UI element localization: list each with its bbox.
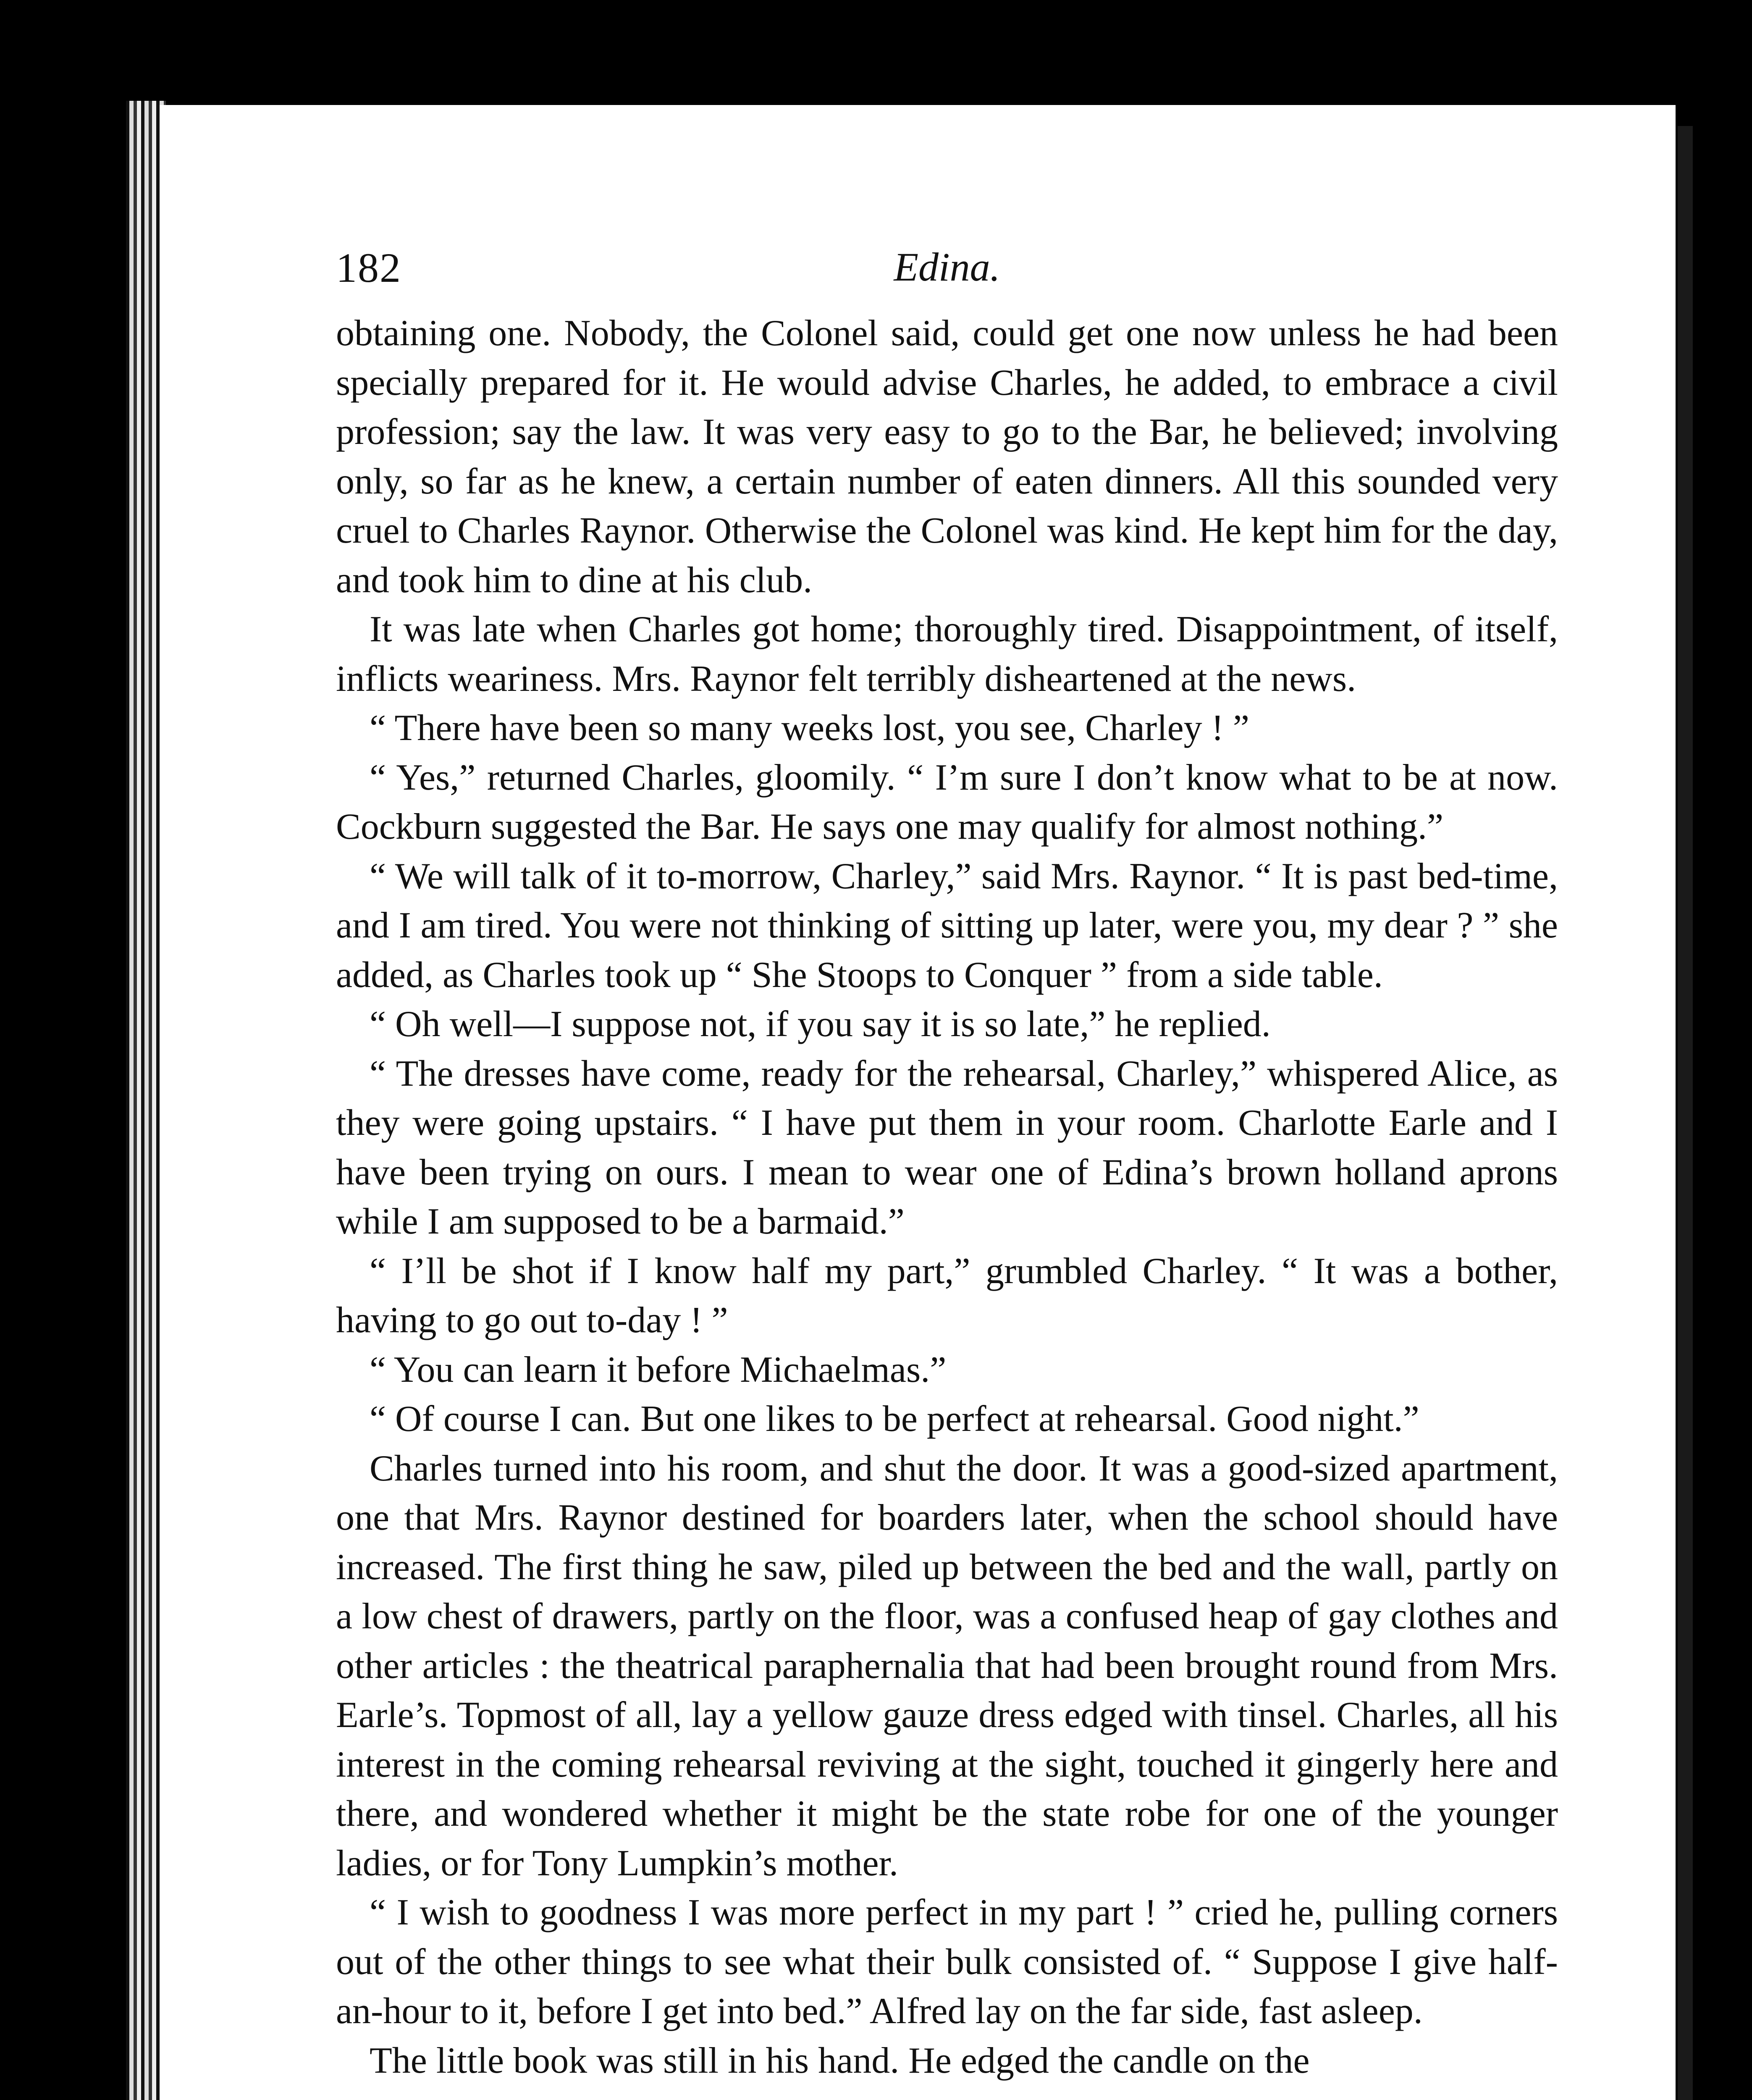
paragraph: “ Oh well—I suppose not, if you say it is so late,” he replied. <box>370 1004 1271 1045</box>
paragraph: It was late when Charles got home; thoroughly tired. Disappointment, of itself, inflicts weariness. Mrs. Raynor felt terribly disheartened at the news. <box>336 609 1558 699</box>
page-edge <box>1678 126 1693 2100</box>
paragraph: “ We will talk of it to-morrow, Charley,” said Mrs. Raynor. “ It is past bed-time, and I am tired. You were not thinking of sitting up later, were you, my dear ? ” she added, as Charles took up “ She Stoops to Conquer ” from a side table. <box>336 856 1558 995</box>
page-header <box>336 235 1558 294</box>
body-text <box>336 309 1558 2085</box>
paragraph: “ There have been so many weeks lost, you see, Charley ! ” <box>370 708 1249 748</box>
page-number: 182 <box>336 244 401 291</box>
paragraph: “ Of course I can. But one likes to be perfect at rehearsal. Good night.” <box>370 1399 1419 1439</box>
paragraph: “ The dresses have come, ready for the rehearsal, Charley,” whispered Alice, as they were going upstairs. “ I have put them in your room. Charlotte Earle and I have been trying on ours. I mean to wear one of Edina’s brown holland aprons while I am supposed to be a barmaid.” <box>336 1053 1558 1242</box>
paragraph: “ Yes,” returned Charles, gloomily. “ I’m sure I don’t know what to be at now. Cockburn suggested the Bar. He says one may qualify for almost nothing.” <box>336 757 1558 847</box>
paragraph: “ You can learn it before Michaelmas.” <box>370 1349 947 1390</box>
paragraph: “ I wish to goodness I was more perfect in my part ! ” cried he, pulling corners out of the other things to see what their bulk consisted of. “ Suppose I give half-an-hour to it, before I get into bed.” Alfred lay on the far side, fast asleep. <box>336 1892 1558 2032</box>
paragraph: The little book was still in his hand. He edged the candle on the <box>370 2040 1310 2081</box>
paragraph: “ I’ll be shot if I know half my part,” grumbled Charley. “ It was a bother, having to go out to-day ! ” <box>336 1250 1558 1341</box>
paragraph: Charles turned into his room, and shut the door. It was a good-sized apartment, one that Mrs. Raynor destined for boarders later, when the school should have increased. The first thing he saw, piled up between the bed and the wall, partly on a low chest of drawers, partly on the floor, was a confused heap of gay clothes and other articles : the theatrical paraphernalia that had been brought round from Mrs. Earle’s. Topmost of all, lay a yellow gauze dress edged with tinsel. Charles, all his interest in the coming rehearsal reviving at the sight, touched it gingerly here and there, and wondered whether it might be the state robe for one of the younger ladies, or for Tony Lumpkin’s mother. <box>336 1448 1558 1884</box>
running-title: Edina. <box>894 244 1000 289</box>
paragraph: obtaining one. Nobody, the Colonel said, could get one now unless he had been specially prepared for it. He would advise Charles, he added, to embrace a civil profession; say the law. It was very easy to go to the Bar, he believed; involving only, so far as he knew, a certain number of eaten dinners. All this sounded very cruel to Charles Raynor. Otherwise the Colonel was kind. He kept him for the day, and took him to dine at his club. <box>336 313 1558 601</box>
